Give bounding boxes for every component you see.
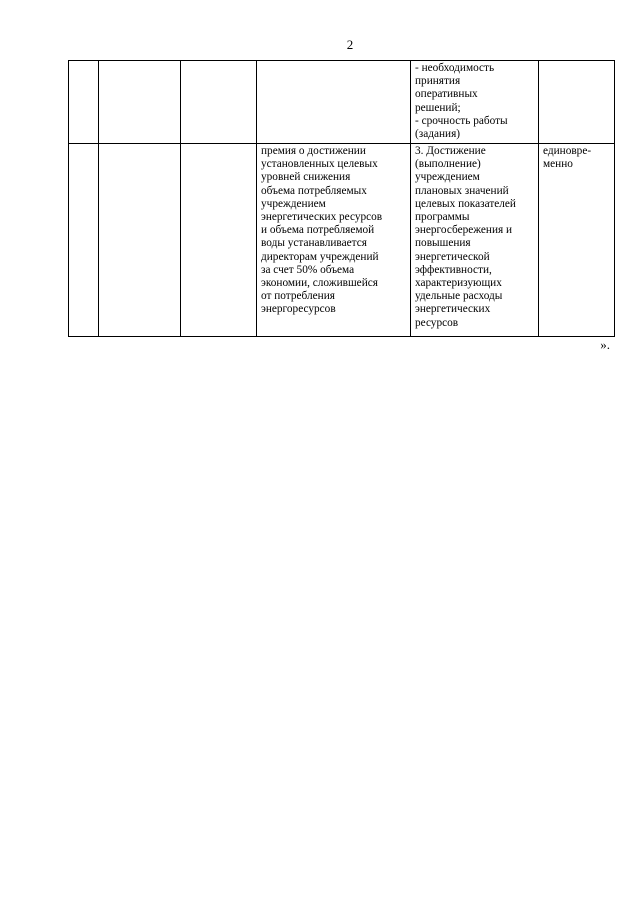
table-cell xyxy=(539,61,615,144)
cell-text: 3. Достижение (выполнение) учреждением плановых значений целевых показателей программы энергосбережения и повышения энергетической эффективности, характеризующих удельные расходы энергетических ресурсов xyxy=(415,145,516,329)
table-row xyxy=(69,61,615,144)
table-cell xyxy=(181,61,257,144)
cell-text: премия о достижении установленных целевых уровней снижения объема потребляемых учреждением энергетических ресурсов и объема потребляемой воды устанавливается директорам учреждений за счет 50% объема экономии, сложившейся от потребления энергоресурсов xyxy=(261,145,383,316)
table-cell xyxy=(69,61,99,144)
table-cell xyxy=(99,144,181,337)
table-row xyxy=(69,144,615,337)
table-cell xyxy=(257,144,411,337)
cell-text: единовре- менно xyxy=(543,145,592,171)
table-cell xyxy=(411,144,539,337)
table-cell xyxy=(99,61,181,144)
closing-quote-mark: ». xyxy=(600,337,610,352)
table-cell xyxy=(539,144,615,337)
table-cell xyxy=(69,144,99,337)
page-number: 2 xyxy=(346,37,354,52)
table-cell xyxy=(257,61,411,144)
cell-text: - необходимость принятия оперативных решений; - срочность работы (задания) xyxy=(415,62,508,141)
table-cell xyxy=(181,144,257,337)
table-cell xyxy=(411,61,539,144)
document-table xyxy=(68,60,615,337)
